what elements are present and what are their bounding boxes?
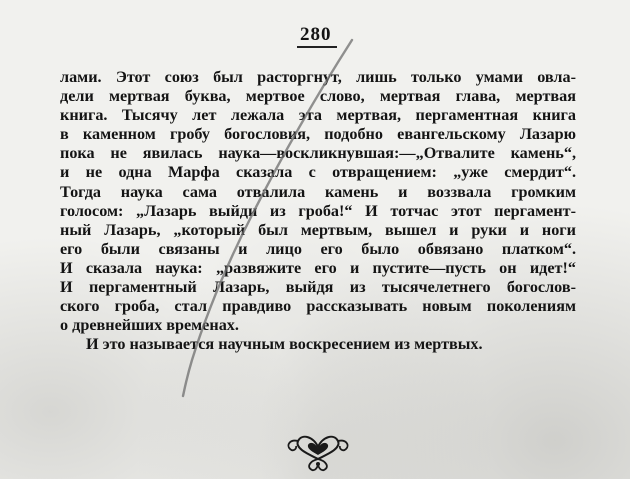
text-line: ского гроба, стал правдиво рассказывать новым поколениям <box>60 297 576 316</box>
text-line: голосом: „Лазарь выйди из гроба!“ И тотчас этот пергамент- <box>60 201 576 220</box>
page-number: 280 <box>300 24 332 45</box>
text-line: лами. Этот союз был расторгнут, лишь только умами овла- <box>60 68 576 86</box>
text-line: в каменном гробу богословия, подобно евангельскому Лазарю <box>60 125 576 144</box>
text-line: и не одна Марфа сказала с отвращением: „уже смердит“. <box>60 163 576 182</box>
text-line: о древнейших временах. <box>60 316 239 335</box>
text-line: пока не явилась наука—воскликнувшая:—„Отвалите камень“, <box>60 144 576 163</box>
text-line: ный Лазарь, „который был мертвым, вышел и руки и ноги <box>60 220 576 239</box>
page-number-underline <box>297 46 337 48</box>
text-line: книга. Тысячу лет лежала эта мертвая, пергаментная книга <box>60 106 576 125</box>
text-line: И пергаментный Лазарь, выйдя из тысячелетнего богослов- <box>60 278 576 297</box>
body-text <box>60 68 576 354</box>
text-line: дели мертвая буква, мертвое слово, мертвая глава, мертвая <box>60 87 576 106</box>
text-line: Тогда наука сама отвалила камень и воззвала громким <box>60 182 576 201</box>
heart-fleuron-icon <box>284 425 352 473</box>
text-line: И сказала наука: „развяжите его и пустите—пусть он идет!“ <box>60 258 576 277</box>
text-line: его были связаны и лицо его было обвязано платком“. <box>60 239 576 258</box>
closing-line: И это называется научным воскресением из мертвых. <box>86 335 483 354</box>
